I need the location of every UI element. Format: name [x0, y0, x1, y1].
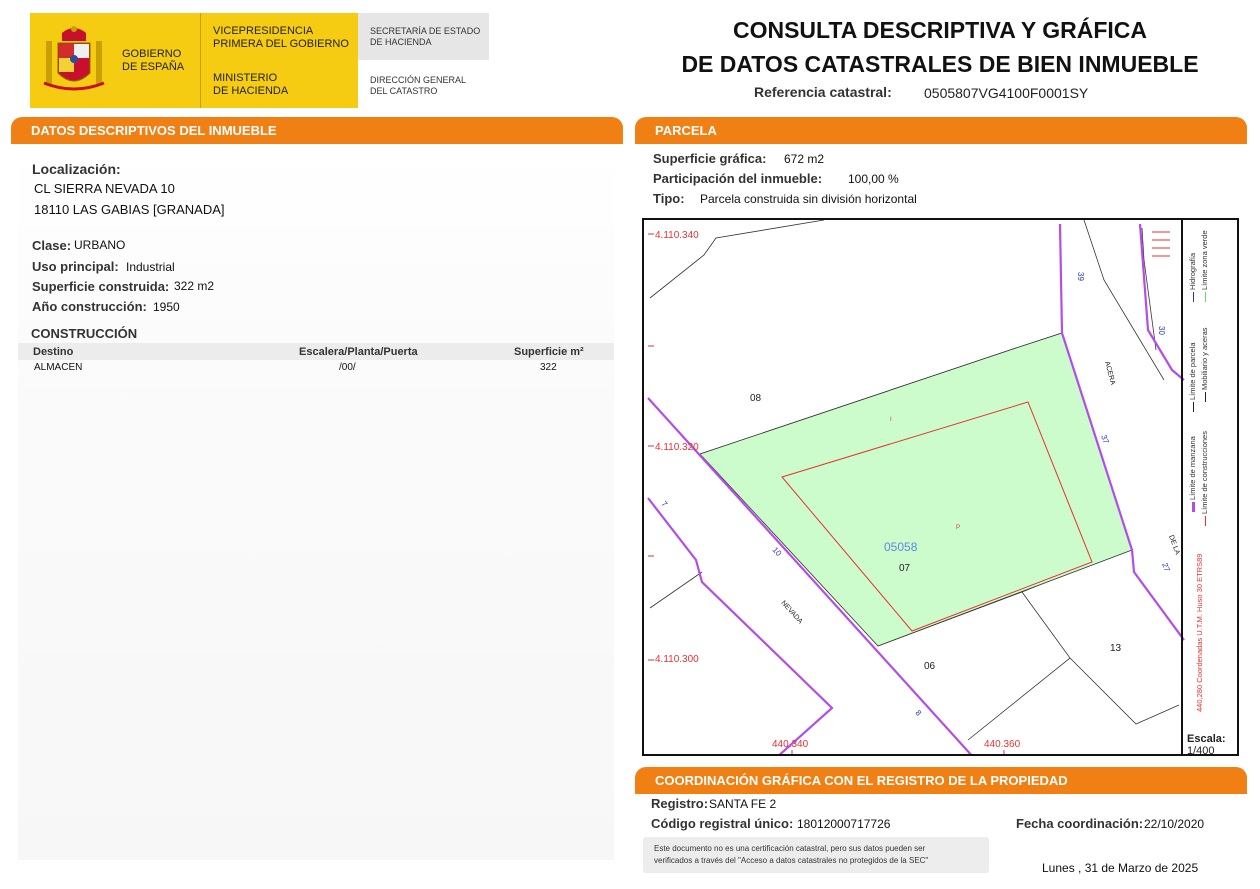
code-label: Código registral único: [651, 816, 794, 831]
ministry-label [213, 72, 288, 98]
map-house-37: 37 [1099, 433, 1111, 446]
legend-item-parcel [1188, 322, 1197, 412]
map-mark-i: I [890, 417, 892, 423]
gov-name-line1: GOBIERNO [122, 48, 182, 60]
coat-of-arms-icon [42, 23, 106, 97]
legend-label-construction: Límite de construcciones [1200, 431, 1209, 514]
col-superficie: Superficie m² [514, 346, 584, 358]
class-value: URBANO [74, 238, 126, 252]
section-tab-descriptive: DATOS DESCRIPTIVOS DEL INMUEBLE [11, 117, 623, 144]
construction-title: CONSTRUCCIÓN [31, 326, 138, 341]
address-line2: 18110 LAS GABIAS [GRANADA] [34, 202, 225, 217]
map-y-coord-bottom: 4.110.300 [655, 654, 699, 665]
cadastral-map [642, 218, 1239, 756]
map-house-8: 8 [913, 708, 924, 718]
participation-value: 100,00 % [848, 172, 899, 186]
vice-line1: VICEPRESIDENCIA [213, 25, 314, 37]
map-house-39: 39 [1076, 272, 1085, 281]
built-area-label: Superficie construida: [32, 279, 170, 294]
table-row-superficie: 322 [540, 362, 557, 373]
map-house-10: 10 [770, 545, 784, 558]
map-house-30: 30 [1157, 326, 1166, 335]
legend-coord-note: 440,280 Coordenadas U.T.M. Huso 30 ETRS89 [1195, 553, 1204, 712]
location-label: Localización: [32, 161, 121, 177]
built-area-value: 322 m2 [174, 279, 215, 293]
map-street-de-la: DE LA [1167, 534, 1181, 556]
map-x-coord-right: 440.360 [984, 739, 1021, 750]
participation-label: Participación del inmueble: [653, 171, 823, 186]
legend-divider [1181, 218, 1183, 756]
legend-item-hydro [1188, 232, 1197, 302]
disclaimer-line2: verificados a través del "Acceso a datos catastrales no protegidos de la SEC" [654, 856, 929, 865]
title-line1: CONSULTA DESCRIPTIVA Y GRÁFICA [732, 17, 1148, 43]
reference-label: Referencia catastral: [754, 84, 892, 100]
government-logo-block [30, 13, 358, 108]
map-street-acera: ACERA [1103, 360, 1117, 386]
legend-label-green: Límite zona verde [1200, 230, 1209, 290]
coordination-date-value: 22/10/2020 [1144, 817, 1205, 831]
disclaimer-text [654, 843, 984, 867]
vicepresidency-label [213, 25, 349, 51]
legend-swatch-construction [1205, 516, 1206, 526]
scale-value: 1/400 [1187, 745, 1215, 757]
address-line1: CL SIERRA NEVADA 10 [34, 181, 175, 196]
gov-name-line2: DE ESPAÑA [122, 61, 185, 73]
graphic-area-value: 672 m2 [784, 152, 825, 166]
col-destino: Destino [33, 346, 74, 358]
map-x-coord-left: 440.340 [772, 739, 809, 750]
reference-value: 0505807VG4100F0001SY [924, 85, 1089, 101]
map-mark-p: P [956, 525, 961, 531]
graphic-area-label: Superficie gráfica: [653, 151, 767, 166]
cadastral-map-drawing [644, 220, 1239, 756]
legend-swatch-furniture [1205, 392, 1206, 402]
direction-line1: DIRECCIÓN GENERAL [370, 75, 467, 85]
col-escalera: Escalera/Planta/Puerta [299, 346, 418, 358]
coordination-date-label: Fecha coordinación: [1016, 816, 1144, 831]
issue-date: Lunes , 31 de Marzo de 2025 [1042, 861, 1199, 875]
legend-label-furniture: Mobiliario y aceras [1200, 327, 1209, 390]
legend-item-block [1188, 422, 1197, 512]
class-label: Clase: [32, 238, 72, 253]
map-house-7: 7 [659, 499, 670, 509]
ministry-line2: DE HACIENDA [213, 85, 289, 97]
map-y-coord-top: 4.110.340 [655, 230, 699, 241]
vice-line2: PRIMERA DEL GOBIERNO [213, 38, 349, 50]
descriptive-panel [18, 150, 614, 860]
use-label: Uso principal: [32, 259, 119, 274]
legend-swatch-block [1192, 502, 1195, 512]
legend-swatch-hydro [1193, 292, 1194, 302]
legend-label-hydro: Hidrografía [1188, 252, 1197, 290]
logo-divider [200, 13, 201, 108]
ministry-line1: MINISTERIO [213, 72, 278, 84]
registry-value: SANTA FE 2 [709, 797, 777, 811]
legend-swatch-green [1205, 292, 1206, 302]
legend-swatch-parcel [1193, 402, 1194, 412]
map-parcel-07: 07 [899, 563, 911, 574]
year-value: 1950 [153, 300, 180, 314]
north-arrow-icon [1152, 232, 1170, 256]
map-house-27: 27 [1160, 561, 1172, 574]
legend-item-furniture [1200, 312, 1209, 402]
disclaimer-line1: Este documento no es una certificación catastral, pero sus datos pueden ser [654, 844, 926, 853]
legend-label-block: Límite de manzana [1188, 436, 1197, 500]
code-value: 18012000717726 [797, 817, 891, 831]
secretary-block [358, 13, 489, 60]
secretary-label [370, 26, 480, 48]
gov-name [122, 48, 184, 74]
registry-label: Registro: [651, 796, 709, 811]
table-row-escalera: /00/ [339, 362, 356, 373]
type-label: Tipo: [653, 191, 685, 206]
year-label: Año construcción: [32, 299, 147, 314]
type-value: Parcela construida sin división horizontal [700, 192, 917, 206]
legend-label-parcel: Límite de parcela [1188, 342, 1197, 400]
map-parcel-06: 06 [924, 661, 936, 672]
map-y-coord-mid: 4.110.320 [655, 442, 699, 453]
direction-line2: DEL CATASTRO [370, 86, 438, 96]
section-tab-coordination: COORDINACIÓN GRÁFICA CON EL REGISTRO DE LA PROPIEDAD [635, 767, 1247, 794]
legend-item-construction [1200, 416, 1209, 526]
document-title [640, 13, 1240, 81]
section-tab-parcela: PARCELA [635, 117, 1247, 144]
title-line2: DE DATOS CATASTRALES DE BIEN INMUEBLE [681, 51, 1199, 77]
scale-label: Escala: [1187, 733, 1226, 745]
secretary-line1: SECRETARÍA DE ESTADO [370, 26, 481, 36]
direction-label [370, 75, 466, 97]
secretary-line2: DE HACIENDA [370, 37, 432, 47]
disclaimer-box [643, 837, 989, 873]
legend-item-green [1200, 222, 1209, 302]
map-parcel-13: 13 [1110, 643, 1122, 654]
use-value: Industrial [126, 260, 175, 274]
map-street-nevada: NEVADA [779, 599, 804, 626]
table-row-destino: ALMACEN [34, 362, 83, 373]
map-parcel-08: 08 [750, 393, 762, 404]
map-block-id: 05058 [884, 540, 918, 554]
